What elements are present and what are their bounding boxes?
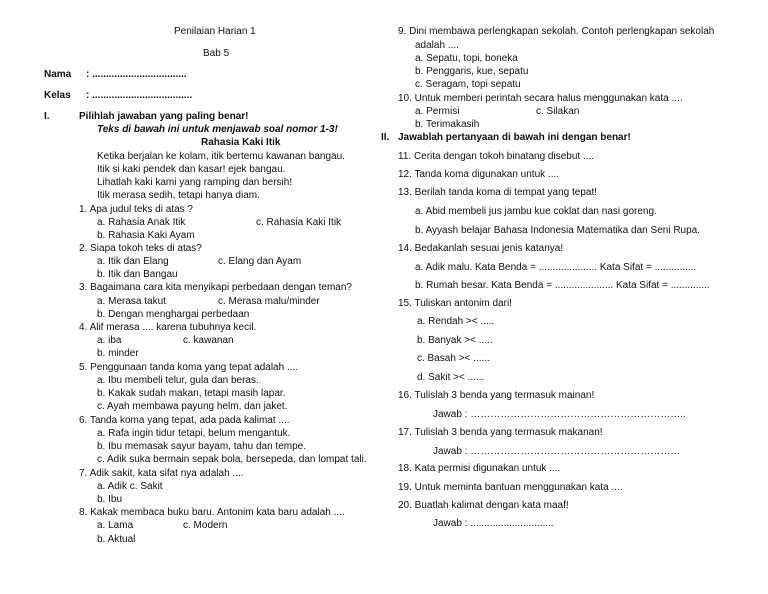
- option-10a: a. Permisi: [415, 106, 460, 117]
- question-4: 4. Alif merasa .... karena tubuhnya kecil.: [79, 322, 257, 333]
- story-line: Ketika berjalan ke kolam, itik bertemu kawanan bangau.: [97, 151, 345, 162]
- option-8c: c. Modern: [183, 520, 228, 531]
- option-8b: b. Aktual: [97, 534, 136, 545]
- option-3a: a. Merasa takut: [97, 296, 166, 307]
- page-title: Penilaian Harian 1: [174, 26, 256, 37]
- option-6b: b. Ibu memasak sayur bayam, tahu dan tempe.: [97, 441, 306, 452]
- option-5a: a. Ibu membeli telur, gula dan beras.: [97, 375, 259, 386]
- answer-17: Jawab : ………………………………………………………: [433, 446, 681, 457]
- section1-numeral: I.: [44, 111, 50, 122]
- option-10c: c. Silakan: [536, 106, 580, 117]
- question-18: 18. Kata permisi digunakan untuk ....: [398, 463, 561, 474]
- question-17: 17. Tulislah 3 benda yang termasuk makanan!: [398, 427, 603, 438]
- option-3c: c. Merasa malu/minder: [218, 296, 320, 307]
- option-15d: d. Sakit >< ......: [417, 372, 485, 383]
- question-11: 11. Cerita dengan tokoh binatang disebut ....: [398, 151, 595, 162]
- option-2b: b. Itik dan Bangau: [97, 269, 178, 280]
- option-6c: c. Adik suka bermain sepak bola, bersepeda, dan lompat tali.: [97, 454, 367, 465]
- option-7b: b. Ibu: [97, 494, 123, 505]
- question-19: 19. Untuk meminta bantuan menggunakan kata ....: [398, 482, 623, 493]
- class-blank: : ....................................: [86, 90, 193, 101]
- class-label: Kelas: [44, 90, 71, 101]
- option-4b: b. minder: [97, 348, 139, 359]
- name-label: Nama: [44, 69, 72, 80]
- story-line: Itik merasa sedih, tetapi hanya diam.: [97, 190, 260, 201]
- question-3: 3. Bagaimana cara kita menyikapi perbedaan dengan teman?: [79, 282, 352, 293]
- option-7a-7c: a. Adik c. Sakit: [97, 481, 163, 492]
- option-2c: c. Elang dan Ayam: [218, 256, 302, 267]
- option-14b: b. Rumah besar. Kata Benda = ..................... Kata Sifat = ..............: [415, 280, 710, 291]
- question-16: 16. Tulislah 3 benda yang termasuk mainan!: [398, 390, 595, 401]
- option-3b: b. Dengan menghargai perbedaan: [97, 309, 250, 320]
- question-15: 15. Tuliskan antonim dari!: [398, 298, 512, 309]
- option-15b: b. Banyak >< .....: [417, 335, 493, 346]
- question-13: 13. Berilah tanda koma di tempat yang tepat!: [398, 187, 598, 198]
- option-1a: a. Rahasia Anak Itik: [97, 217, 186, 228]
- story-title: Rahasia Kaki Itik: [201, 137, 281, 148]
- option-9a: a. Sepatu, topi, boneka: [415, 53, 518, 64]
- question-7: 7. Adik sakit, kata sifat nya adalah ....: [79, 468, 244, 479]
- question-8: 8. Kakak membaca buku baru. Antonim kata baru adalah ....: [79, 507, 345, 518]
- option-15a: a. Rendah >< .....: [417, 316, 495, 327]
- section2-numeral: II.: [381, 132, 390, 143]
- question-2: 2. Siapa tokoh teks di atas?: [79, 243, 202, 254]
- chapter-label: Bab 5: [203, 48, 230, 59]
- option-4c: c. kawanan: [183, 335, 234, 346]
- option-9b: b. Penggaris, kue, sepatu: [415, 66, 529, 77]
- option-1b: b. Rahasia Kaki Ayam: [97, 230, 195, 241]
- story-line: Itik si kaki pendek dan kasar! ejek bangau.: [97, 164, 286, 175]
- option-10b: b. Terimakasih: [415, 119, 480, 130]
- option-14a: a. Adik malu. Kata Benda = ..................... Kata Sifat = ...............: [415, 262, 697, 273]
- option-15c: c. Basah >< ......: [417, 353, 490, 364]
- option-6a: a. Rafa ingin tidur tetapi, belum mengantuk.: [97, 428, 291, 439]
- question-5: 5. Penggunaan tanda koma yang tepat adalah ....: [79, 362, 299, 373]
- question-10: 10. Untuk memberi perintah secara halus menggunakan kata ....: [398, 93, 683, 104]
- question-20: 20. Buatlah kalimat dengan kata maaf!: [398, 500, 569, 511]
- section2-instruction: Jawablah pertanyaan di bawah ini dengan benar!: [398, 132, 631, 143]
- question-6: 6. Tanda koma yang tepat, ada pada kalimat ....: [79, 415, 290, 426]
- answer-20: Jawab : ..............................: [433, 518, 554, 529]
- answer-16: Jawab : ………………………………………………………..: [433, 409, 686, 420]
- question-9-cont: adalah ....: [415, 40, 459, 51]
- question-9: 9. Dini membawa perlengkapan sekolah. Contoh perlengkapan sekolah: [398, 26, 715, 37]
- question-14: 14. Bedakanlah sesuai jenis katanya!: [398, 243, 564, 254]
- name-blank: : ..................................: [86, 69, 187, 80]
- section1-note: Teks di bawah ini untuk menjawab soal nomor 1-3!: [97, 124, 338, 135]
- section1-instruction: Pilihlah jawaban yang paling benar!: [79, 111, 249, 122]
- option-13a: a. Abid membeli jus jambu kue coklat dan nasi goreng.: [415, 206, 657, 217]
- question-12: 12. Tanda koma digunakan untuk ....: [398, 169, 560, 180]
- option-2a: a. Itik dan Elang: [97, 256, 169, 267]
- option-13b: b. Ayyash belajar Bahasa Indonesia Matematika dan Seni Rupa.: [415, 225, 700, 236]
- option-8a: a. Lama: [97, 520, 134, 531]
- question-1: 1. Apa judul teks di atas ?: [79, 204, 193, 215]
- option-4a: a. iba: [97, 335, 122, 346]
- story-line: Lihatlah kaki kami yang ramping dan bersih!: [97, 177, 293, 188]
- option-1c: c. Rahasia Kaki Itik: [256, 217, 342, 228]
- option-5b: b. Kakak sudah makan, tetapi masih lapar.: [97, 388, 286, 399]
- option-5c: c. Ayah membawa payung helm, dan jaket.: [97, 401, 288, 412]
- option-9c: c. Seragam, topi sepatu: [415, 79, 521, 90]
